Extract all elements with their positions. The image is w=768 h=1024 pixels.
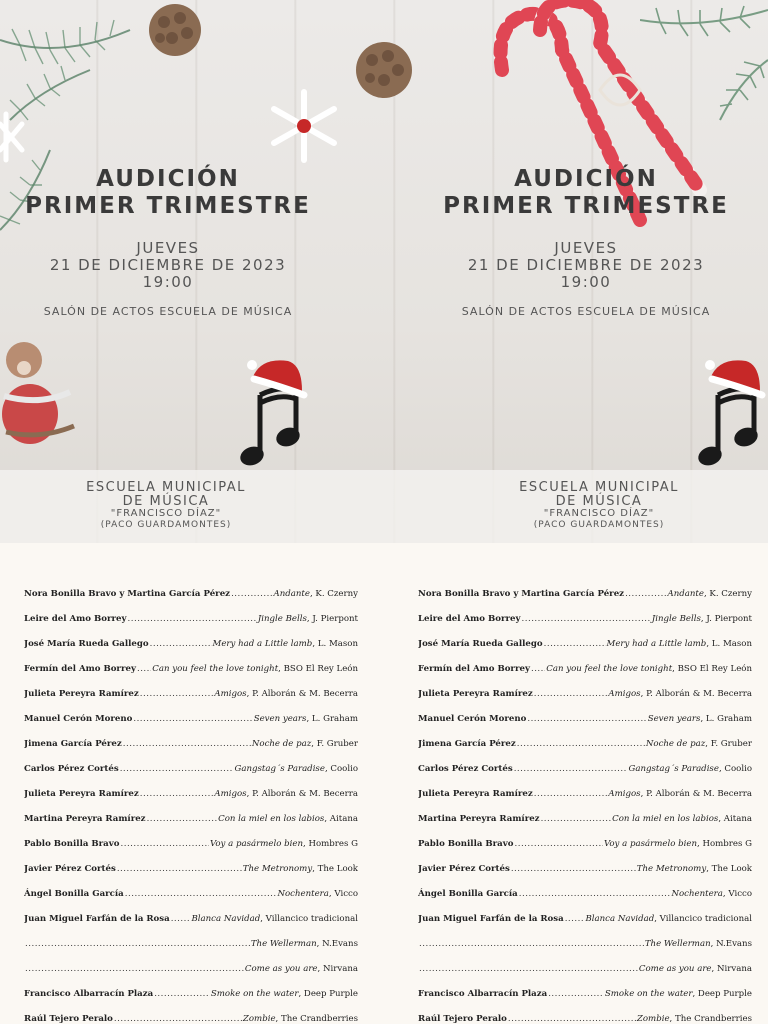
piece-author: , Villancico tradicional: [260, 914, 358, 924]
piece-author: , L. Mason: [312, 639, 358, 649]
dot-leader: [171, 914, 191, 924]
piece-author: , Villancico tradicional: [654, 914, 752, 924]
dot-leader: [419, 964, 638, 974]
program-row: [24, 674, 358, 699]
school-name-line4: (PACO GUARDAMONTES): [533, 520, 665, 530]
piece-title: The Wellerman: [644, 939, 711, 949]
piece-credit: [648, 714, 752, 724]
school-name-line2: DE MÚSICA: [555, 494, 643, 509]
piece-credit: [234, 764, 358, 774]
event-title-line1: AUDICIÓN: [96, 166, 240, 192]
piece-author: , Aitana: [324, 814, 358, 824]
program-row: [24, 749, 358, 774]
dot-leader: [128, 614, 257, 624]
piece-author: , The Look: [312, 864, 358, 874]
piece-title: Seven years: [253, 714, 307, 724]
piece-title: Nochentera: [277, 889, 329, 899]
school-name-line4: (PACO GUARDAMONTES): [100, 520, 232, 530]
program-row: [24, 599, 358, 624]
piece-title: Smoke on the water: [210, 989, 299, 999]
piece-title: Voy a pasármelo bien: [209, 839, 304, 849]
piece-credit: [605, 989, 752, 999]
piece-credit: [252, 739, 358, 749]
piece-author: , J. Pierpont: [700, 614, 752, 624]
event-time: 19:00: [560, 273, 612, 291]
performer-name: Nora Bonilla Bravo y Martina García Pérez: [418, 589, 625, 599]
piece-author: , BSO El Rey León: [278, 664, 358, 674]
piece-credit: [628, 764, 752, 774]
dot-leader: [140, 789, 214, 799]
piece-author: , L. Graham: [306, 714, 358, 724]
music-note-santa-hat-icon: [694, 355, 766, 469]
dot-leader: [544, 639, 606, 649]
program-row: [418, 899, 752, 924]
performer-name: Ángel Bonilla García: [418, 889, 518, 899]
program-row: [24, 774, 358, 799]
performer-name: Leire del Amo Borrey: [24, 614, 127, 624]
music-note-santa-hat-icon: [236, 355, 308, 469]
dot-leader: [534, 789, 608, 799]
piece-author: , P. Alborán & M. Becerra: [246, 689, 358, 699]
piece-credit: [243, 1014, 358, 1024]
piece-title: Come as you are: [244, 964, 318, 974]
school-name-line3: "FRANCISCO DÍAZ": [110, 508, 222, 519]
piece-author: , Nirvana: [711, 964, 752, 974]
piece-author: , The Crandberries: [275, 1014, 358, 1024]
program-row: [418, 574, 752, 599]
piece-title: Amigos: [608, 789, 641, 799]
performer-name: Manuel Cerón Moreno: [418, 714, 527, 724]
piece-author: , Nirvana: [317, 964, 358, 974]
piece-credit: [258, 614, 358, 624]
program-row: [24, 949, 358, 974]
program-row: [418, 874, 752, 899]
program-row: [418, 924, 752, 949]
program-row: [24, 574, 358, 599]
piece-title: Jingle Bells: [257, 614, 307, 624]
performer-name: Pablo Bonilla Bravo: [24, 839, 120, 849]
program-row: [24, 924, 358, 949]
performer-name: Carlos Pérez Cortés: [418, 764, 513, 774]
piece-author: , F. Gruber: [705, 739, 752, 749]
program-row: [418, 674, 752, 699]
school-name-line1: ESCUELA MUNICIPAL: [86, 480, 246, 495]
piece-author: , J. Pierpont: [306, 614, 358, 624]
program-row: [418, 824, 752, 849]
performer-name: Julieta Pereyra Ramírez: [418, 789, 533, 799]
dot-leader: [137, 664, 151, 674]
performer-name: Fermín del Amo Borrey: [24, 664, 136, 674]
event-date: 21 DE DICIEMBRE DE 2023: [467, 256, 705, 274]
dot-leader: [147, 814, 218, 824]
dot-leader: [625, 589, 666, 599]
piece-credit: [243, 864, 358, 874]
performer-name: José María Rueda Gallego: [418, 639, 543, 649]
piece-author: , Vicco: [722, 889, 752, 899]
program-row: [418, 999, 752, 1024]
program-row: [418, 799, 752, 824]
dot-leader: [154, 989, 210, 999]
piece-author: , Deep Purple: [692, 989, 752, 999]
piece-credit: [637, 1014, 752, 1024]
piece-title: Jingle Bells: [651, 614, 701, 624]
performer-name: Francisco Albarracín Plaza: [418, 989, 548, 999]
piece-title: Gangstag´s Paradise: [234, 764, 325, 774]
piece-author: , Deep Purple: [298, 989, 358, 999]
dot-leader: [531, 664, 545, 674]
dot-leader: [150, 639, 212, 649]
performer-name: Raúl Tejero Peralo: [418, 1014, 507, 1024]
piece-author: , Coolio: [718, 764, 752, 774]
dot-leader: [123, 739, 251, 749]
program-row: [418, 974, 752, 999]
dot-leader: [120, 764, 234, 774]
performer-name: Julieta Pereyra Ramírez: [418, 689, 533, 699]
piece-credit: [604, 839, 752, 849]
piece-credit: [245, 964, 358, 974]
piece-credit: [213, 639, 358, 649]
program-row: [24, 799, 358, 824]
piece-author: , BSO El Rey León: [672, 664, 752, 674]
piece-author: , The Crandberries: [669, 1014, 752, 1024]
performer-name: Javier Pérez Cortés: [24, 864, 116, 874]
piece-credit: [277, 889, 358, 899]
school-name-line2: DE MÚSICA: [122, 494, 210, 509]
dot-leader: [548, 989, 604, 999]
program-row: [24, 974, 358, 999]
piece-author: , Hombres G: [303, 839, 358, 849]
performer-name: Pablo Bonilla Bravo: [418, 839, 514, 849]
piece-title: Amigos: [608, 689, 641, 699]
event-day: JUEVES: [136, 239, 200, 257]
program-row: [418, 624, 752, 649]
piece-author: , P. Alborán & M. Becerra: [640, 789, 752, 799]
program-row: [24, 999, 358, 1024]
performer-name: Francisco Albarracín Plaza: [24, 989, 154, 999]
piece-author: , N.Evans: [710, 939, 752, 949]
dot-leader: [133, 714, 252, 724]
performer-name: Nora Bonilla Bravo y Martina García Pérez: [24, 589, 231, 599]
performer-name: Carlos Pérez Cortés: [24, 764, 119, 774]
program-row: [418, 699, 752, 724]
piece-title: Amigos: [214, 689, 247, 699]
program-row: [24, 849, 358, 874]
dot-leader: [514, 839, 602, 849]
piece-title: Zombie: [636, 1014, 670, 1024]
piece-title: Mery had a Little lamb: [606, 639, 707, 649]
event-place: SALÓN DE ACTOS ESCUELA DE MÚSICA: [43, 305, 293, 318]
program-row: [418, 724, 752, 749]
piece-author: , Coolio: [324, 764, 358, 774]
performer-name: Jimena García Pérez: [418, 739, 516, 749]
performer-name: Ángel Bonilla García: [24, 889, 124, 899]
piece-credit: [671, 889, 752, 899]
piece-title: Come as you are: [638, 964, 712, 974]
piece-title: Mery had a Little lamb: [212, 639, 313, 649]
school-name-line3: "FRANCISCO DÍAZ": [543, 508, 655, 519]
dot-leader: [517, 739, 645, 749]
piece-credit: [612, 814, 752, 824]
program-row: [24, 724, 358, 749]
dot-leader: [527, 714, 646, 724]
performer-name: Juan Miguel Farfán de la Rosa: [24, 914, 170, 924]
piece-credit: [210, 839, 358, 849]
program-row: [418, 949, 752, 974]
program-row: [418, 774, 752, 799]
program-row: [418, 749, 752, 774]
piece-credit: [637, 864, 752, 874]
event-title-line1: AUDICIÓN: [514, 166, 658, 192]
dot-leader: [541, 814, 612, 824]
piece-title: The Wellerman: [250, 939, 317, 949]
event-title-line2: PRIMER TRIMESTRE: [25, 193, 311, 219]
piece-author: , Hombres G: [697, 839, 752, 849]
piece-credit: [274, 589, 359, 599]
piece-title: Seven years: [647, 714, 701, 724]
piece-title: Andante: [667, 589, 704, 599]
performer-name: Raúl Tejero Peralo: [24, 1014, 113, 1024]
program-list-right: [418, 574, 752, 1024]
performer-name: Julieta Pereyra Ramírez: [24, 789, 139, 799]
piece-title: Can you feel the love tonight: [152, 664, 279, 674]
performer-name: Fermín del Amo Borrey: [418, 664, 530, 674]
piece-title: Gangstag´s Paradise: [628, 764, 719, 774]
piece-author: , P. Alborán & M. Becerra: [640, 689, 752, 699]
piece-author: , N.Evans: [316, 939, 358, 949]
piece-title: Blanca Navidad: [191, 914, 261, 924]
piece-title: Can you feel the love tonight: [546, 664, 673, 674]
piece-author: , P. Alborán & M. Becerra: [246, 789, 358, 799]
dot-leader: [522, 614, 651, 624]
performer-name: Jimena García Pérez: [24, 739, 122, 749]
piece-credit: [214, 789, 358, 799]
piece-title: Con la miel en los labios: [218, 814, 325, 824]
piece-title: Noche de paz: [645, 739, 706, 749]
piece-title: Blanca Navidad: [585, 914, 655, 924]
program-row: [418, 849, 752, 874]
piece-credit: [608, 689, 752, 699]
program-list-left: [24, 574, 358, 1024]
performer-name: Julieta Pereyra Ramírez: [24, 689, 139, 699]
program-row: [418, 599, 752, 624]
program-row: [24, 649, 358, 674]
dot-leader: [25, 939, 250, 949]
school-name-line1: ESCUELA MUNICIPAL: [519, 480, 679, 495]
piece-author: , L. Mason: [706, 639, 752, 649]
piece-credit: [608, 789, 752, 799]
event-date: 21 DE DICIEMBRE DE 2023: [49, 256, 287, 274]
event-day: JUEVES: [554, 239, 618, 257]
piece-title: Voy a pasármelo bien: [603, 839, 698, 849]
program-row: [24, 824, 358, 849]
piece-credit: [639, 964, 752, 974]
performer-name: Manuel Cerón Moreno: [24, 714, 133, 724]
piece-author: , Vicco: [328, 889, 358, 899]
dot-leader: [140, 689, 214, 699]
piece-author: , The Look: [706, 864, 752, 874]
performer-name: Martina Pereyra Ramírez: [24, 814, 146, 824]
dot-leader: [519, 889, 671, 899]
piece-title: Andante: [273, 589, 310, 599]
dot-leader: [120, 839, 208, 849]
piece-credit: [646, 739, 752, 749]
performer-name: José María Rueda Gallego: [24, 639, 149, 649]
performer-name: Javier Pérez Cortés: [418, 864, 510, 874]
dot-leader: [534, 689, 608, 699]
piece-credit: [191, 914, 358, 924]
piece-credit: [254, 714, 358, 724]
piece-title: The Metronomy: [636, 864, 707, 874]
cover-panel-right: [384, 0, 768, 543]
program-row: [24, 899, 358, 924]
piece-credit: [251, 939, 358, 949]
dot-leader: [514, 764, 628, 774]
dot-leader: [231, 589, 272, 599]
piece-credit: [211, 989, 358, 999]
program-row: [24, 874, 358, 899]
dot-leader: [511, 864, 636, 874]
piece-author: , L. Graham: [700, 714, 752, 724]
program-row: [24, 699, 358, 724]
program-row: [24, 624, 358, 649]
piece-credit: [652, 614, 752, 624]
program-row: [418, 649, 752, 674]
cover-panel-left: [0, 0, 384, 543]
piece-credit: [218, 814, 358, 824]
piece-credit: [152, 664, 358, 674]
dot-leader: [565, 914, 585, 924]
piece-author: , K. Czerny: [703, 589, 752, 599]
piece-title: Nochentera: [671, 889, 723, 899]
piece-author: , K. Czerny: [309, 589, 358, 599]
dot-leader: [419, 939, 644, 949]
piece-title: The Metronomy: [242, 864, 313, 874]
performer-name: Martina Pereyra Ramírez: [418, 814, 540, 824]
piece-title: Amigos: [214, 789, 247, 799]
event-place: SALÓN DE ACTOS ESCUELA DE MÚSICA: [461, 305, 711, 318]
piece-title: Zombie: [242, 1014, 276, 1024]
performer-name: Juan Miguel Farfán de la Rosa: [418, 914, 564, 924]
dot-leader: [508, 1014, 636, 1024]
dot-leader: [125, 889, 277, 899]
piece-credit: [645, 939, 752, 949]
piece-author: , Aitana: [718, 814, 752, 824]
performer-name: Leire del Amo Borrey: [418, 614, 521, 624]
piece-title: Con la miel en los labios: [612, 814, 719, 824]
piece-credit: [668, 589, 753, 599]
piece-title: Smoke on the water: [604, 989, 693, 999]
piece-credit: [214, 689, 358, 699]
piece-credit: [585, 914, 752, 924]
piece-credit: [607, 639, 752, 649]
dot-leader: [114, 1014, 242, 1024]
piece-author: , F. Gruber: [311, 739, 358, 749]
dot-leader: [117, 864, 242, 874]
dot-leader: [25, 964, 244, 974]
event-time: 19:00: [142, 273, 194, 291]
piece-title: Noche de paz: [251, 739, 312, 749]
event-title-line2: PRIMER TRIMESTRE: [443, 193, 729, 219]
piece-credit: [546, 664, 752, 674]
